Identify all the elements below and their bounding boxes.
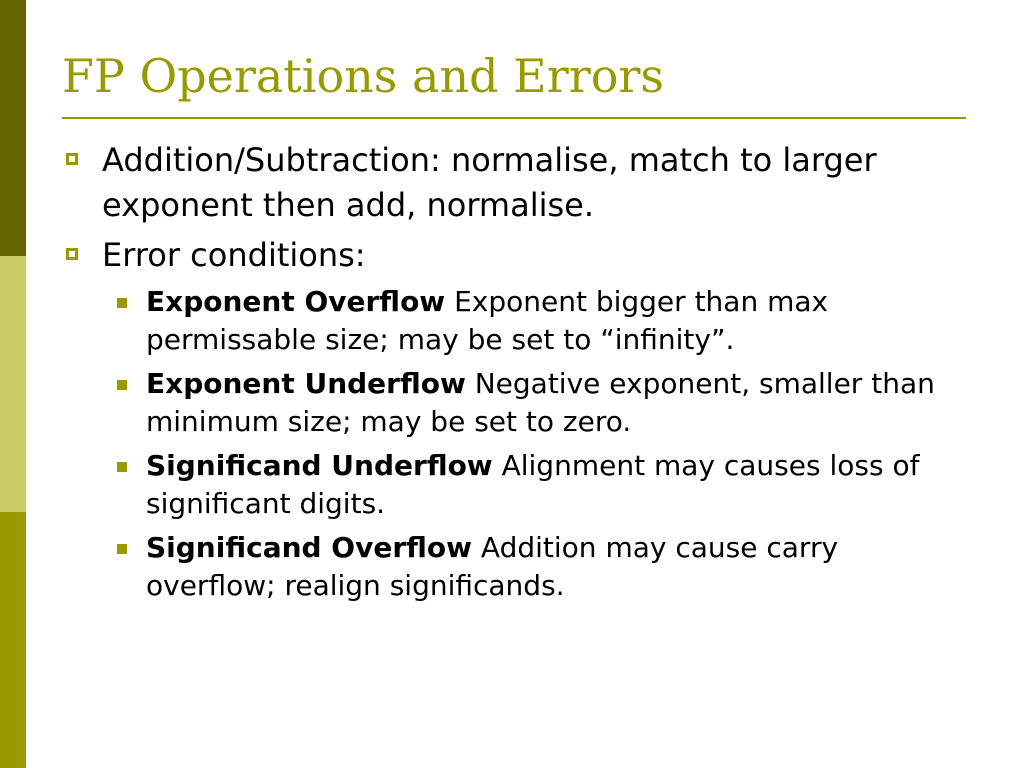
bullet-error-conditions (62, 233, 962, 278)
sidebar-stripe-dark (0, 0, 26, 256)
bullet-text: Error conditions: (102, 236, 366, 274)
term-label: Significand Overflow (146, 531, 473, 564)
sub-bullet-significand-underflow (62, 447, 962, 523)
bullet-addition-subtraction (62, 138, 962, 228)
filled-square-bullet-icon (117, 380, 127, 390)
sub-bullet-exponent-overflow (62, 283, 962, 359)
term-label: Significand Underflow (146, 449, 493, 482)
filled-square-bullet-icon (117, 544, 127, 554)
sidebar-stripe-light (0, 256, 26, 512)
bullet-text: Addition/Subtraction: normalise, match to larger exponent then add, normalise. (102, 141, 877, 224)
term-label: Exponent Underflow (146, 367, 466, 400)
term-description: Negative exponent, smaller than minimum size; may be set to zero. (146, 367, 935, 438)
title-underline (62, 117, 966, 119)
term-description: Alignment may causes loss of significant digits. (146, 449, 920, 520)
slide-body (62, 138, 962, 611)
filled-square-bullet-icon (117, 462, 127, 472)
error-conditions-list (62, 283, 962, 605)
sub-bullet-significand-overflow (62, 529, 962, 605)
hollow-square-bullet-icon (66, 248, 78, 260)
sub-bullet-exponent-underflow (62, 365, 962, 441)
term-description: Exponent bigger than max permissable size; may be set to “infinity”. (146, 285, 829, 356)
term-description: Addition may cause carry overflow; realign significands. (146, 531, 839, 602)
hollow-square-bullet-icon (66, 153, 78, 165)
filled-square-bullet-icon (117, 298, 127, 308)
term-label: Exponent Overflow (146, 285, 446, 318)
slide-title: FP Operations and Errors (62, 49, 664, 103)
sidebar-stripe-olive (0, 512, 26, 768)
